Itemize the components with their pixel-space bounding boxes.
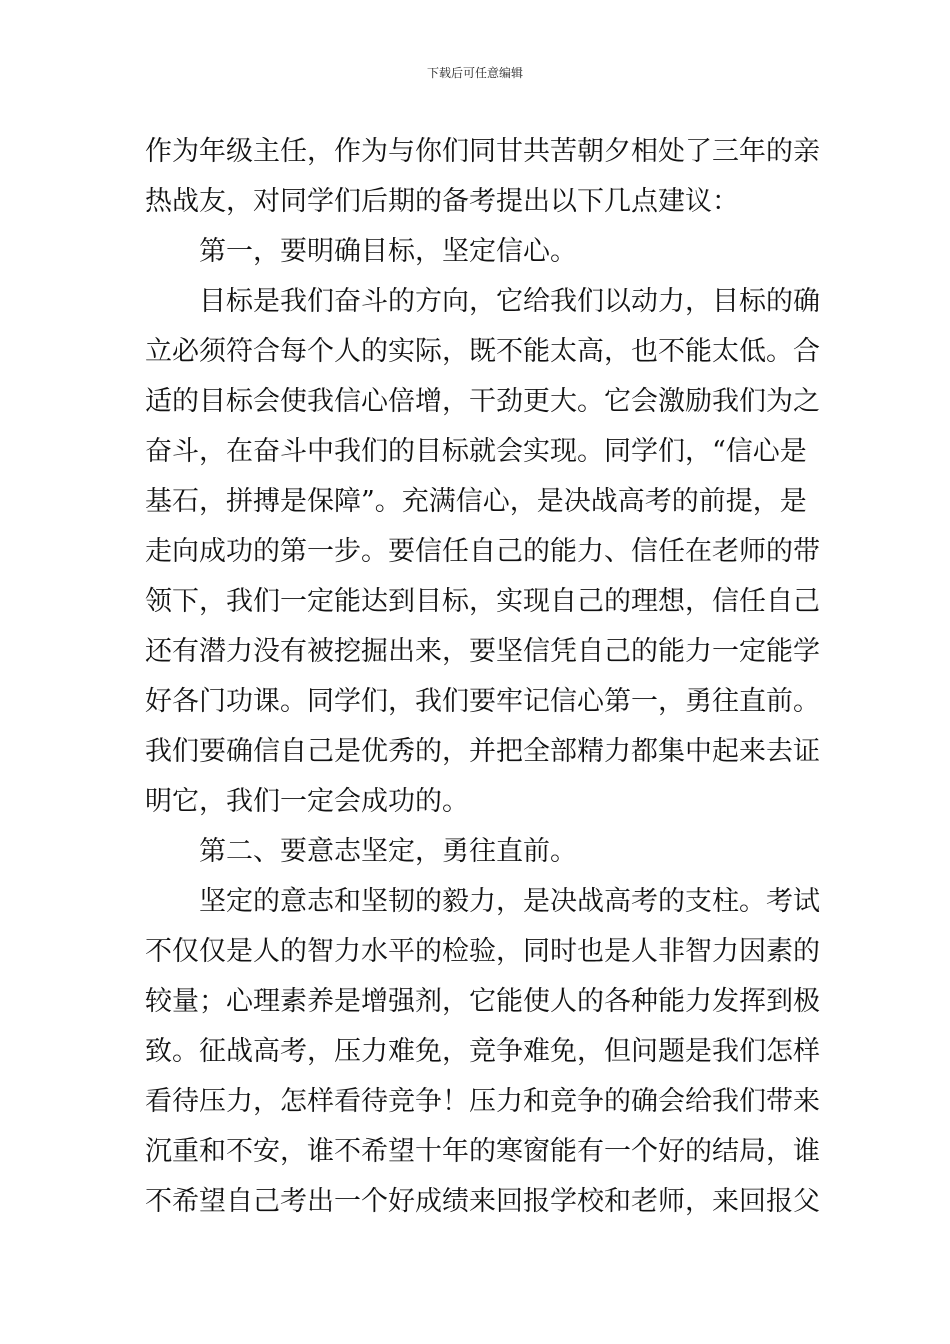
text-line: 不仅仅是人的智力水平的检验，同时也是人非智力因素的 [145,936,820,967]
text-line: 还有潜力没有被挖掘出来，要坚信凭自己的能力一定能学 [145,636,820,667]
text-line: 坚定的意志和坚韧的毅力，是决战高考的支柱。考试 [199,886,820,917]
text-line: 我们要确信自己是优秀的，并把全部精力都集中起来去证 [145,736,820,767]
text-line: 致。征战高考，压力难免，竞争难免，但问题是我们怎样 [145,1036,820,1067]
text-line: 好各门功课。同学们，我们要牢记信心第一，勇往直前。 [145,686,820,717]
text-line: 沉重和不安，谁不希望十年的寒窗能有一个好的结局，谁 [145,1136,820,1167]
text-line: 领下，我们一定能达到目标，实现自己的理想，信任自己 [145,586,820,617]
text-line: 看待压力，怎样看待竞争！压力和竞争的确会给我们带来 [145,1086,820,1117]
section-heading-1: 第一，要明确目标，坚定信心。 [199,236,577,267]
document-body [145,127,820,1227]
page-header: 下载后可任意编辑 [426,66,523,80]
text-line: 走向成功的第一步。要信任自己的能力、信任在老师的带 [145,536,820,567]
text-line: 目标是我们奋斗的方向，它给我们以动力，目标的确 [199,286,820,317]
text-line: 基石，拼搏是保障”。充满信心，是决战高考的前提，是 [145,486,807,517]
text-line: 热战友，对同学们后期的备考提出以下几点建议： [145,186,739,217]
text-line: 明它，我们一定会成功的。 [145,786,469,817]
text-line: 奋斗，在奋斗中我们的目标就会实现。同学们，“信心是 [145,436,807,467]
text-line: 作为年级主任，作为与你们同甘共苦朝夕相处了三年的亲 [145,136,820,167]
text-line: 不希望自己考出一个好成绩来回报学校和老师，来回报父 [145,1186,820,1217]
text-line: 较量；心理素养是增强剂，它能使人的各种能力发挥到极 [145,986,820,1017]
text-line: 适的目标会使我信心倍增，干劲更大。它会激励我们为之 [145,386,820,417]
text-line: 立必须符合每个人的实际，既不能太高，也不能太低。合 [145,336,820,367]
section-heading-2: 第二、要意志坚定，勇往直前。 [199,836,577,867]
